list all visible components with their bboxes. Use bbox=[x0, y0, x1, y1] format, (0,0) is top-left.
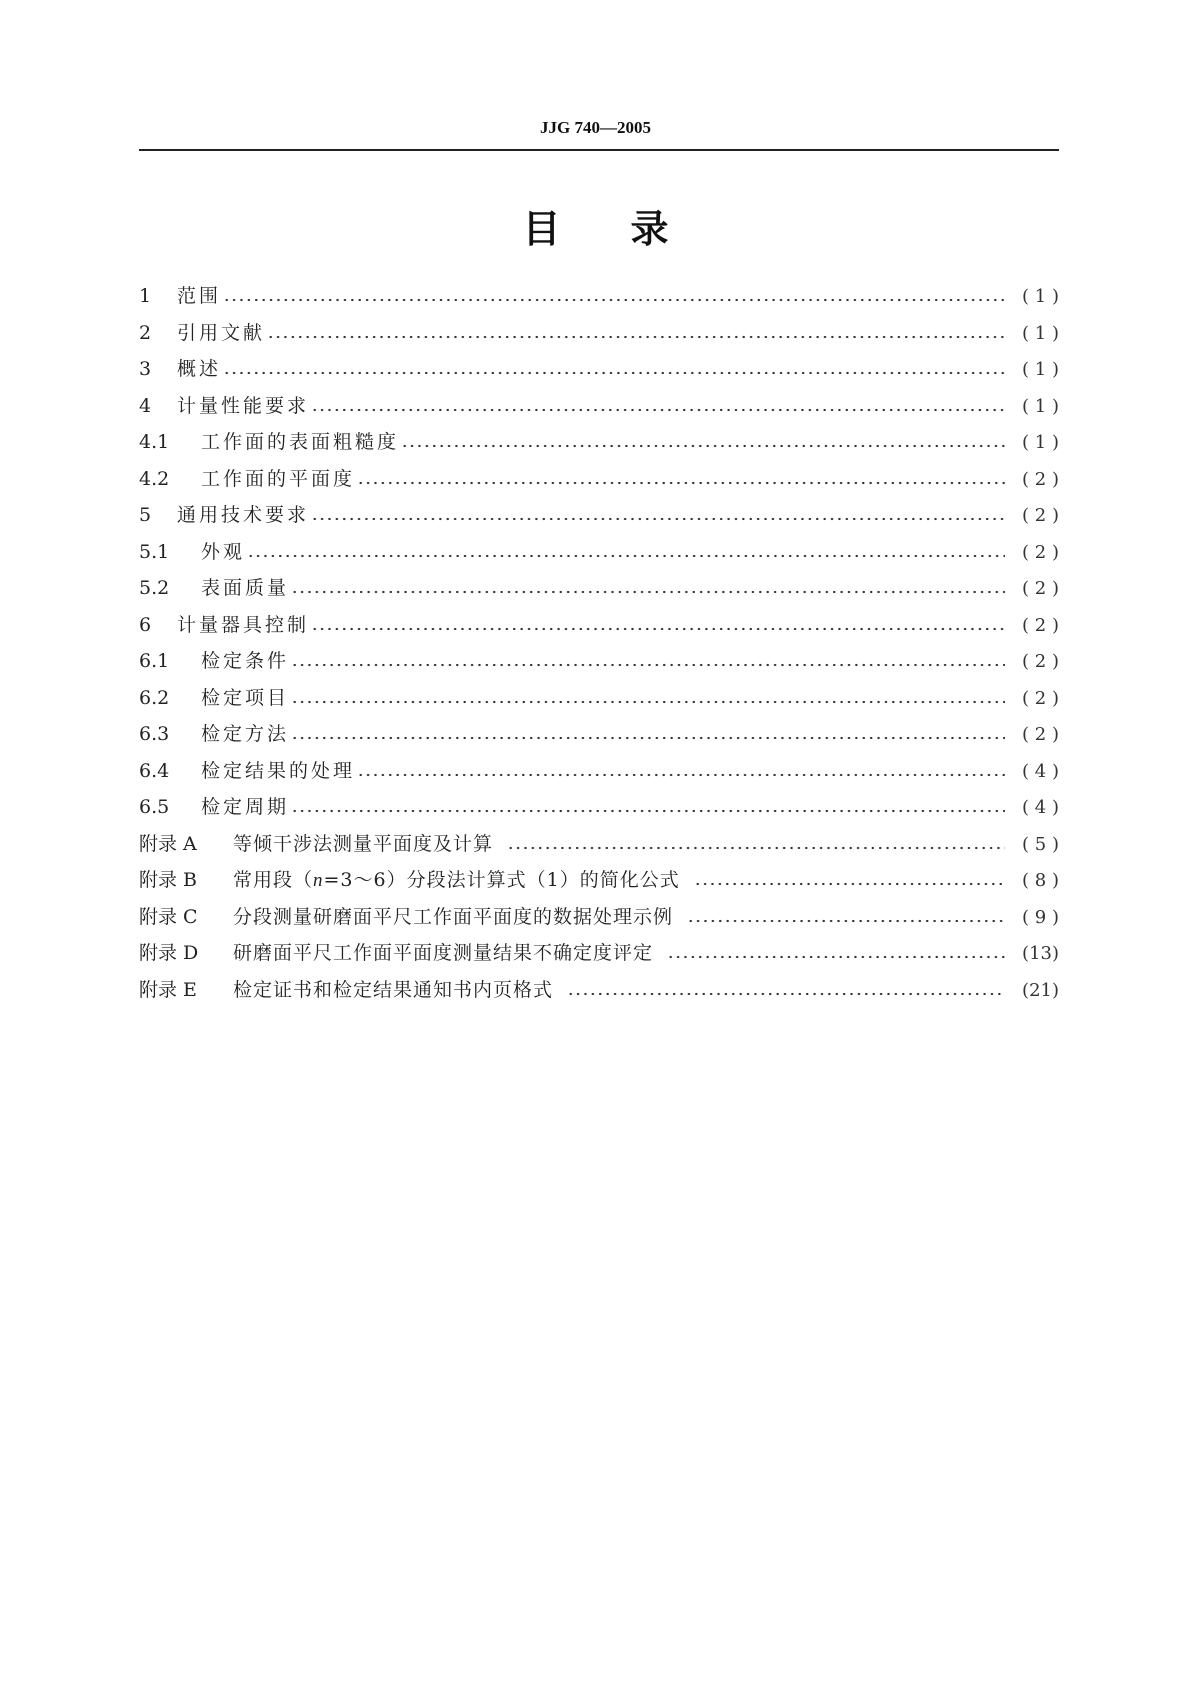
toc-number: 5.2 bbox=[139, 577, 170, 599]
toc-title: 通用技术要求 bbox=[177, 504, 310, 526]
toc-page-number: ( 2 ) bbox=[1022, 614, 1059, 636]
toc-title: 概述 bbox=[177, 358, 222, 380]
dot-leader bbox=[507, 846, 1005, 850]
toc-page-number: ( 4 ) bbox=[1022, 797, 1059, 818]
toc-number: 6.2 bbox=[139, 686, 170, 709]
page-title-char-1: 目 bbox=[522, 207, 561, 251]
toc-number: 4.1 bbox=[139, 431, 170, 453]
toc-title: 检定证书和检定结果通知书内页格式 bbox=[233, 978, 554, 1001]
toc-page-number: (21) bbox=[1022, 979, 1059, 1001]
toc-title: 等倾干涉法测量平面度及计算 bbox=[233, 832, 494, 855]
toc-title: 计量性能要求 bbox=[177, 394, 310, 417]
toc-title-part: =3～6）分段法计算式（1）的简化公式 bbox=[323, 869, 680, 891]
dot-leader bbox=[291, 736, 1005, 740]
dot-leader bbox=[311, 517, 1005, 521]
toc-number: 附录 E bbox=[139, 978, 197, 1001]
toc-page-number: ( 8 ) bbox=[1022, 870, 1059, 891]
toc-entry-6-1[interactable] bbox=[139, 643, 1059, 680]
dot-leader bbox=[667, 955, 1005, 959]
toc-page-number: ( 1 ) bbox=[1022, 286, 1059, 307]
dot-leader bbox=[291, 809, 1005, 813]
dot-leader bbox=[357, 481, 1005, 485]
toc-title: 工作面的平面度 bbox=[201, 467, 356, 490]
toc-title: 检定条件 bbox=[201, 650, 290, 672]
toc-page-number: ( 1 ) bbox=[1022, 395, 1059, 417]
toc-page-number: ( 2 ) bbox=[1022, 687, 1059, 709]
toc-number: 3 bbox=[139, 358, 152, 380]
toc-number: 附录 A bbox=[139, 832, 197, 855]
dot-leader bbox=[247, 554, 1005, 558]
toc-title: 研磨面平尺工作面平面度测量结果不确定度评定 bbox=[233, 942, 654, 964]
toc-number: 2 bbox=[139, 321, 152, 344]
toc-number: 6.5 bbox=[139, 796, 170, 818]
dot-leader bbox=[401, 444, 1005, 448]
dot-leader bbox=[311, 408, 1005, 412]
toc-title: 外观 bbox=[201, 540, 246, 563]
dot-leader bbox=[223, 371, 1005, 375]
toc-page-number: ( 2 ) bbox=[1022, 468, 1059, 490]
toc-entry-6-5[interactable] bbox=[139, 789, 1059, 826]
toc-entry-4-1[interactable] bbox=[139, 424, 1059, 461]
toc-page-number: ( 9 ) bbox=[1022, 906, 1059, 928]
toc-page-number: ( 4 ) bbox=[1022, 760, 1059, 782]
dot-leader bbox=[567, 992, 1005, 996]
toc-entry-4[interactable] bbox=[139, 388, 1059, 425]
toc-title bbox=[233, 862, 680, 900]
toc-entry-appendix-c[interactable] bbox=[139, 899, 1059, 936]
toc-entry-1[interactable] bbox=[139, 278, 1059, 315]
toc-title: 检定项目 bbox=[201, 686, 290, 709]
page-title bbox=[0, 198, 1191, 253]
dot-leader bbox=[291, 663, 1005, 667]
toc-title: 分段测量研磨面平尺工作面平面度的数据处理示例 bbox=[233, 905, 674, 928]
toc-number: 4.2 bbox=[139, 467, 170, 490]
toc-number: 5 bbox=[139, 504, 152, 526]
toc-entry-appendix-b[interactable] bbox=[139, 862, 1059, 899]
toc-page-number: ( 2 ) bbox=[1022, 578, 1059, 599]
toc-entry-6-3[interactable] bbox=[139, 716, 1059, 753]
toc-title: 计量器具控制 bbox=[177, 613, 310, 636]
toc-number: 6 bbox=[139, 613, 152, 636]
toc-entry-4-2[interactable] bbox=[139, 461, 1059, 498]
toc-number: 4 bbox=[139, 394, 152, 417]
toc-entry-6[interactable] bbox=[139, 607, 1059, 644]
toc-number: 6.1 bbox=[139, 650, 170, 672]
toc-title: 检定周期 bbox=[201, 796, 290, 818]
dot-leader bbox=[267, 335, 1005, 339]
page-title-char-2: 录 bbox=[630, 207, 669, 251]
toc-number: 附录 B bbox=[139, 869, 198, 891]
dot-leader bbox=[694, 882, 1005, 886]
toc-page-number: ( 2 ) bbox=[1022, 651, 1059, 672]
dot-leader bbox=[357, 773, 1005, 777]
toc-entry-appendix-d[interactable] bbox=[139, 935, 1059, 972]
toc-page-number: ( 1 ) bbox=[1022, 359, 1059, 380]
toc-number: 附录 C bbox=[139, 905, 198, 928]
toc-page-number: ( 2 ) bbox=[1022, 724, 1059, 745]
dot-leader bbox=[291, 590, 1005, 594]
toc-page-number: ( 2 ) bbox=[1022, 505, 1059, 526]
running-header: JJG 740—2005 bbox=[540, 118, 651, 137]
toc-number: 6.4 bbox=[139, 759, 170, 782]
toc-entry-3[interactable] bbox=[139, 351, 1059, 388]
toc-entry-appendix-a[interactable] bbox=[139, 826, 1059, 863]
toc-title: 表面质量 bbox=[201, 577, 290, 599]
toc-title: 检定方法 bbox=[201, 723, 290, 745]
toc-entry-2[interactable] bbox=[139, 315, 1059, 352]
toc-title: 范围 bbox=[177, 285, 222, 307]
toc-page-number: ( 2 ) bbox=[1022, 541, 1059, 563]
toc-entry-6-2[interactable] bbox=[139, 680, 1059, 717]
toc-page-number: ( 1 ) bbox=[1022, 322, 1059, 344]
toc-page-number: ( 1 ) bbox=[1022, 432, 1059, 453]
toc-number: 6.3 bbox=[139, 723, 170, 745]
toc-title: 引用文献 bbox=[177, 321, 266, 344]
toc-entry-appendix-e[interactable] bbox=[139, 972, 1059, 1009]
table-of-contents bbox=[139, 278, 1059, 1008]
toc-page-number: ( 5 ) bbox=[1022, 833, 1059, 855]
dot-leader bbox=[687, 919, 1005, 923]
dot-leader bbox=[223, 298, 1005, 302]
toc-entry-5[interactable] bbox=[139, 497, 1059, 534]
toc-title: 工作面的表面粗糙度 bbox=[201, 431, 400, 453]
toc-entry-5-2[interactable] bbox=[139, 570, 1059, 607]
toc-entry-5-1[interactable] bbox=[139, 534, 1059, 571]
toc-number: 5.1 bbox=[139, 540, 170, 563]
dot-leader bbox=[311, 627, 1005, 631]
toc-title-part: 常用段（ bbox=[233, 869, 314, 891]
toc-number: 1 bbox=[139, 285, 152, 307]
header-rule bbox=[139, 149, 1059, 151]
dot-leader bbox=[291, 700, 1005, 704]
toc-title: 检定结果的处理 bbox=[201, 759, 356, 782]
toc-number: 附录 D bbox=[139, 942, 199, 964]
toc-title-variable: n bbox=[313, 870, 324, 891]
toc-page-number: (13) bbox=[1022, 943, 1059, 964]
toc-entry-6-4[interactable] bbox=[139, 753, 1059, 790]
